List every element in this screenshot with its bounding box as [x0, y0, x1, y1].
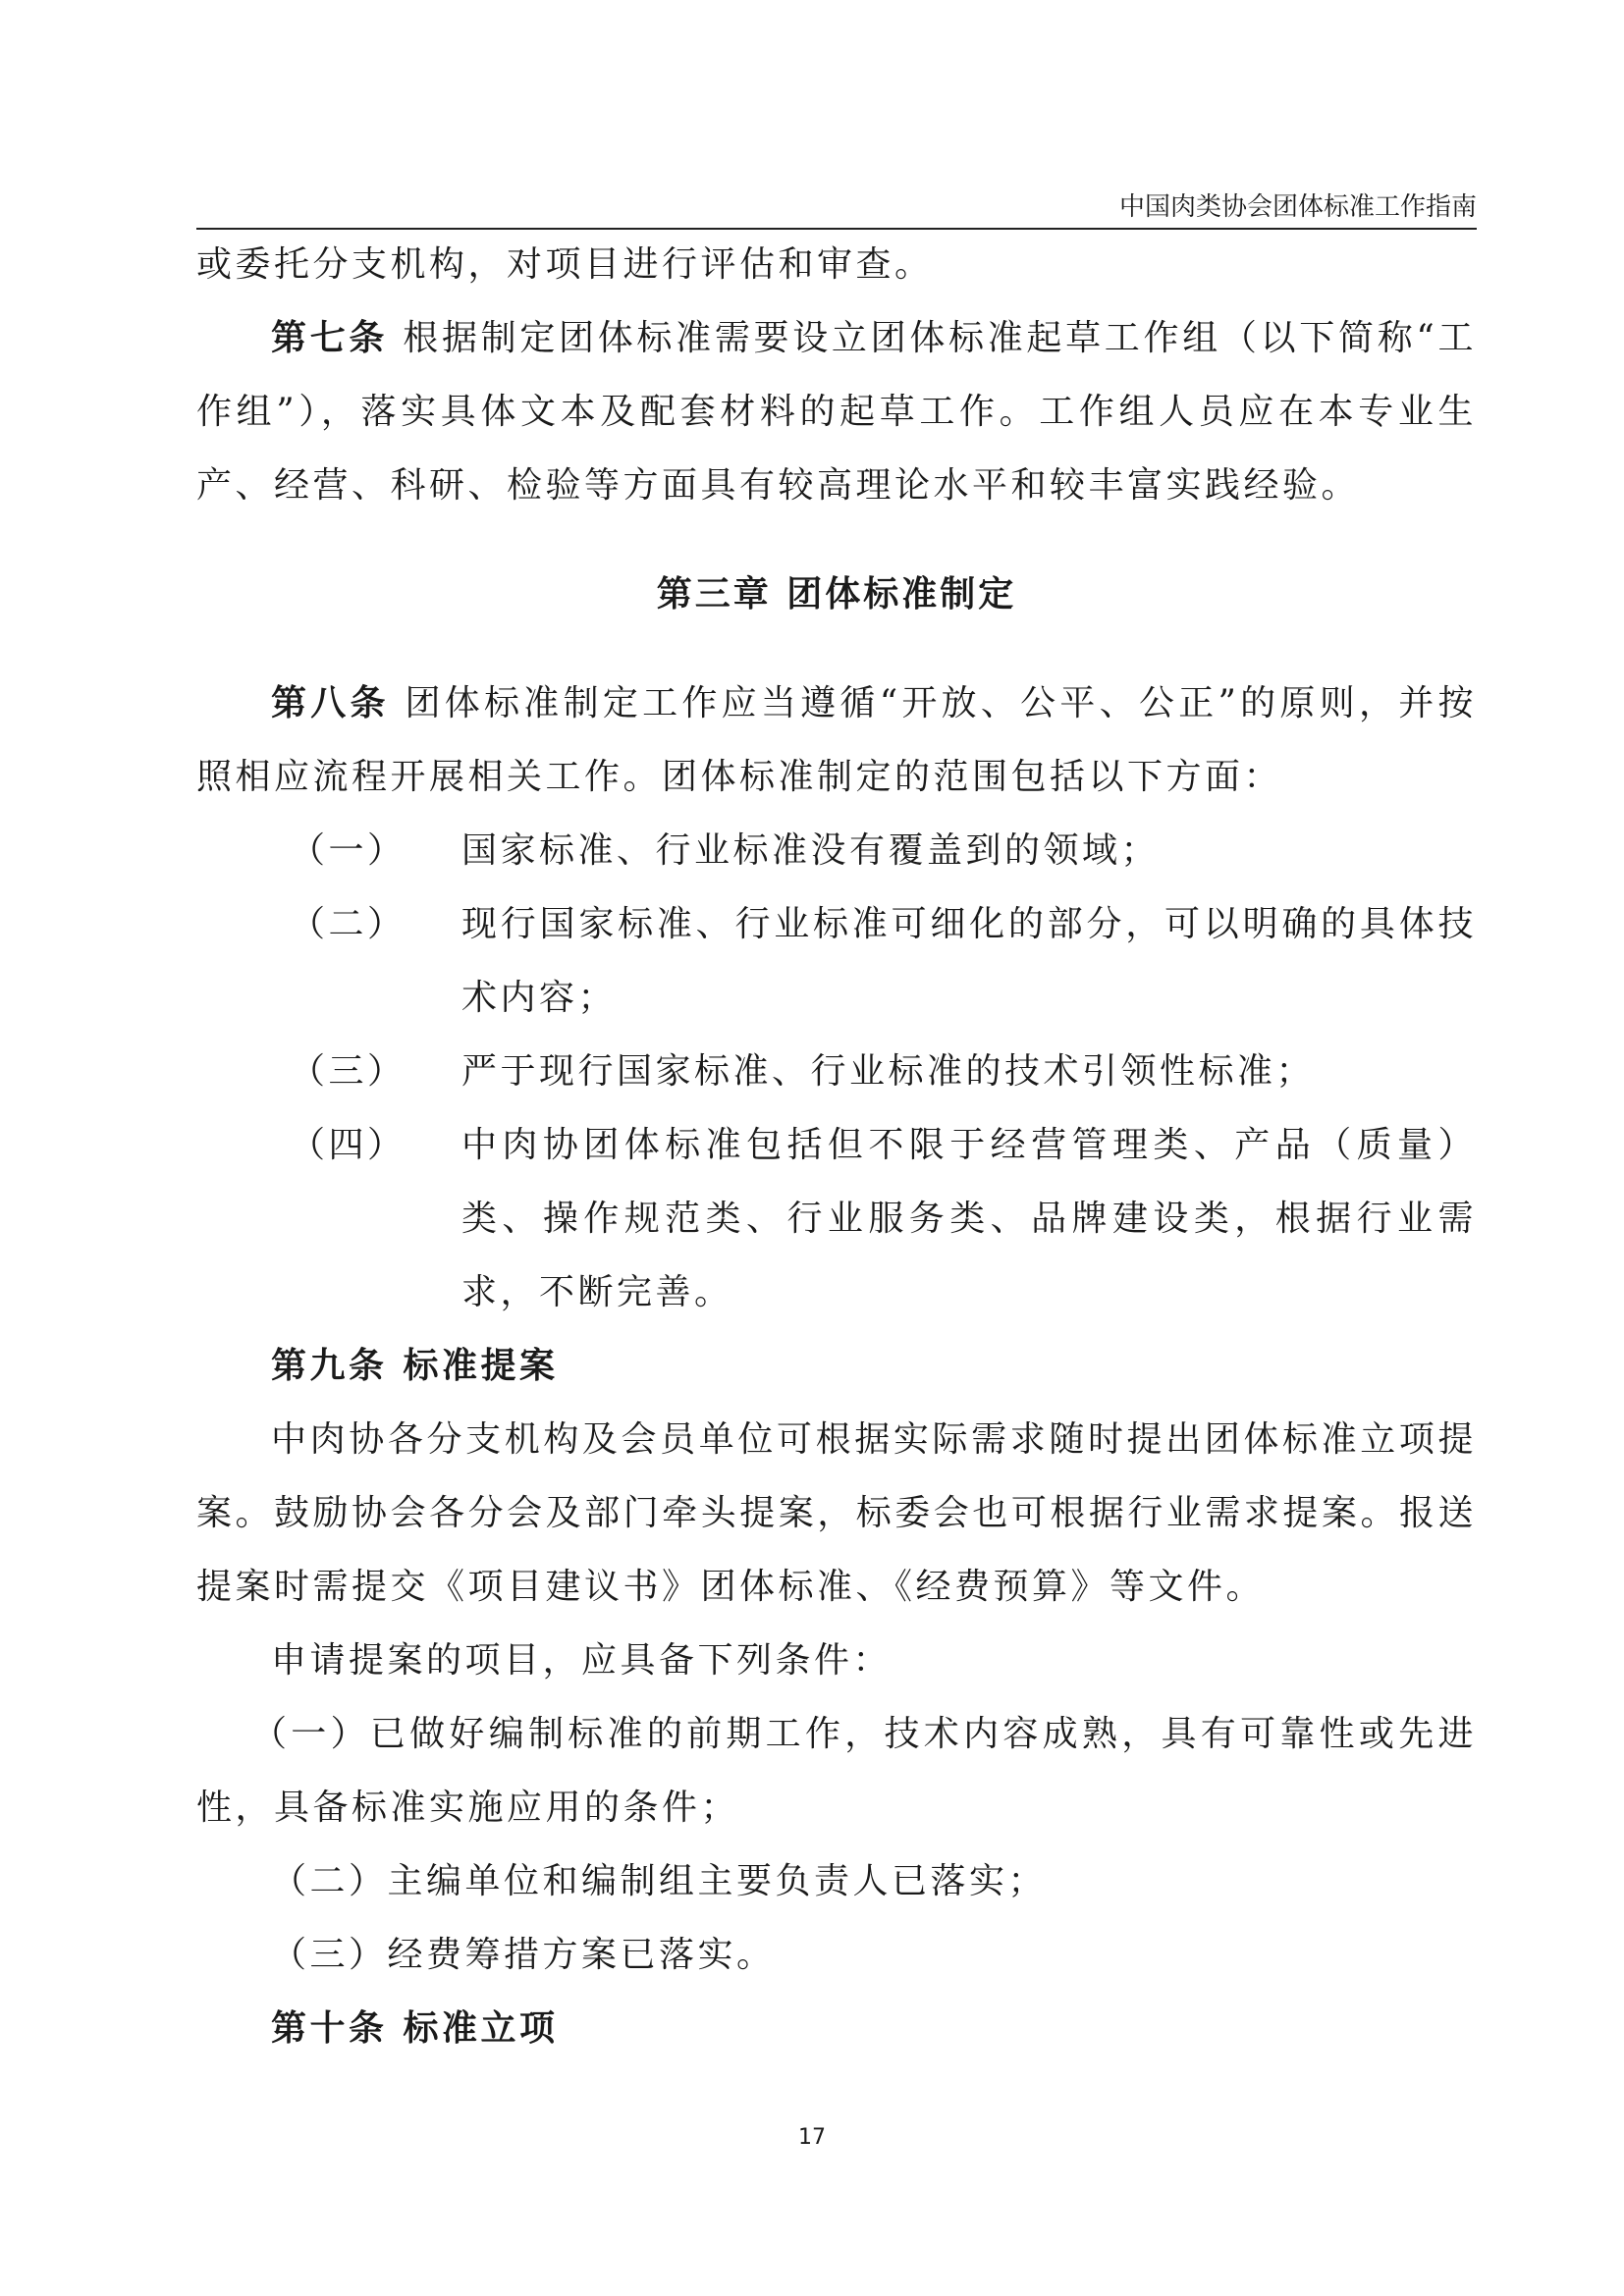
- scope-item-text: 严于现行国家标准、行业标准的技术引领性标准；: [461, 1051, 1316, 1092]
- scope-item-number: （二）: [290, 904, 406, 944]
- paragraph-continuation: 或委托分支机构，对项目进行评估和审查。: [196, 244, 934, 285]
- scope-item: [196, 1108, 1477, 1329]
- article-9-heading: 第九条 标准提案: [271, 1346, 559, 1386]
- chapter-heading: 第三章 团体标准制定: [656, 574, 1017, 614]
- article-8: [196, 667, 1477, 814]
- article-7-label: 第七条: [271, 318, 389, 358]
- article-10-heading: 第十条 标准立项: [271, 2008, 559, 2049]
- article-8-label: 第八条: [271, 683, 390, 723]
- scope-item-text: 现行国家标准、行业标准可细化的部分，可以明确的具体技术内容；: [461, 904, 1477, 1018]
- document-body: [196, 228, 1477, 2065]
- scope-item: [196, 814, 1477, 887]
- article-7: [196, 301, 1477, 522]
- article-7-text: 根据制定团体标准需要设立团体标准起草工作组（以下简称“工作组”），落实具体文本及配套材料的起草工作。工作组人员应在本专业生产、经营、科研、检验等方面具有较高理论水平和较丰富实践经验。: [196, 318, 1477, 506]
- scope-item: [196, 1035, 1477, 1108]
- condition-2: （二）主编单位和编制组主要负责人已落实；: [271, 1861, 1048, 1901]
- scope-item-text: 国家标准、行业标准没有覆盖到的领域；: [461, 830, 1161, 871]
- scope-item-text: 中肉协团体标准包括但不限于经营管理类、产品（质量）类、操作规范类、行业服务类、品牌建设类，根据行业需求，不断完善。: [461, 1125, 1477, 1312]
- page-number: 17: [798, 2125, 826, 2150]
- conditions-intro: 申请提案的项目，应具备下列条件：: [271, 1640, 893, 1681]
- scope-item-number: （三）: [290, 1051, 406, 1092]
- condition-1: （一）已做好编制标准的前期工作，技术内容成熟，具有可靠性或先进性，具备标准实施应用的条件；: [196, 1714, 1477, 1828]
- scope-item: [196, 887, 1477, 1035]
- scope-item-number: （四）: [290, 1125, 406, 1165]
- running-header: 中国肉类协会团体标准工作指南: [196, 188, 1477, 230]
- article-9-text: 中肉协各分支机构及会员单位可根据实际需求随时提出团体标准立项提案。鼓励协会各分会及部门牵头提案，标委会也可根据行业需求提案。报送提案时需提交《项目建议书》团体标准、《经费预算》等文件。: [196, 1419, 1477, 1607]
- condition-3: （三）经费筹措方案已落实。: [271, 1935, 776, 1975]
- scope-item-number: （一）: [290, 830, 406, 871]
- article-8-text: 团体标准制定工作应当遵循“开放、公平、公正”的原则，并按照相应流程开展相关工作。团体标准制定的范围包括以下方面：: [196, 683, 1477, 797]
